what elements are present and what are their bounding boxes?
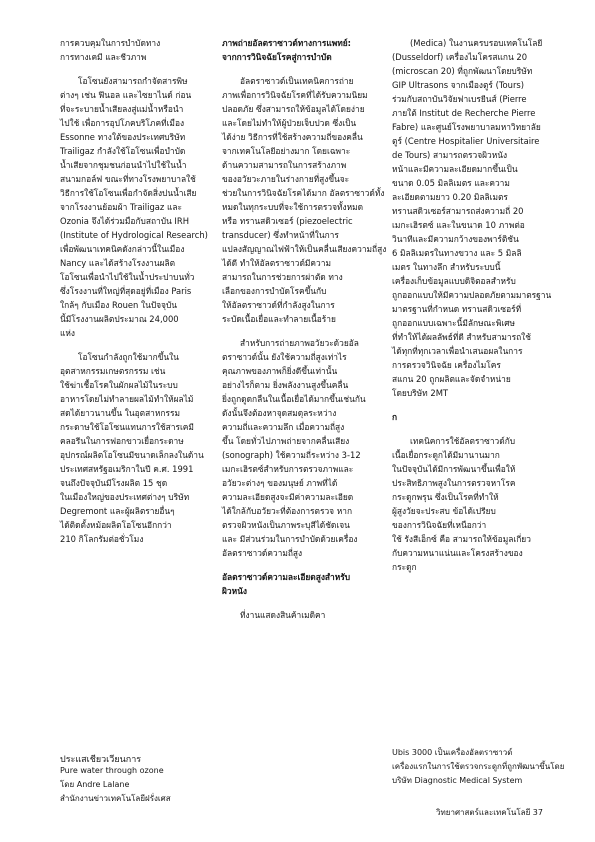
text-line: ในเมืองใหญ่ของประเทศต่างๆ บริษัท xyxy=(60,492,190,502)
section-heading-line: จากการวินิจฉัยโรคสู่การบำบัด xyxy=(222,52,332,62)
text-line: วินาทีและมีความกว้างของพาร์ติชัน xyxy=(392,234,519,244)
credit-line: โดย Andre Lalane xyxy=(60,780,130,789)
text-line: กับความหนาแน่นและโครงสร้างของ xyxy=(392,548,523,558)
paragraph-gap xyxy=(222,560,362,570)
text-line: Ozonia จึงได้ร่วมมือกับสถาบัน IRH xyxy=(60,216,190,226)
text-line: สแกน 20 ถูกผลิตและจัดจำหน่าย xyxy=(392,374,511,384)
text-line: ใช้ รังสีเอ็กซ์ คือ สามารถให้ข้อมูลเกี่ยว xyxy=(392,534,531,544)
text-line: จนถึงปัจจุบันมีโรงผลิต 15 ชุด xyxy=(60,478,168,488)
paragraph-gap xyxy=(222,326,362,336)
text-line: จากโรงงานย้อมผ้า Trailigaz และ xyxy=(60,202,182,212)
section-heading-line: อัลตราซาวด์ความละเอียดสูงสำหรับ xyxy=(222,572,351,582)
paragraph-gap xyxy=(60,340,182,350)
text-line: ด้านความสามารถในการสร้างภาพ xyxy=(222,160,347,170)
text-line: การควบคุมในการบำบัดทาง xyxy=(60,38,161,48)
text-line: ตูร์ (Centre Hospitalier Universitaire xyxy=(392,136,540,146)
text-line: ยิ่งถูกดูดกลืนในเนื้อเยื่อได้มากขึ้นเช่นกัน xyxy=(222,394,366,404)
text-line: ทรานสดิวเซอร์สามารถส่งความถี่ 20 xyxy=(392,206,524,216)
text-line: ให้อัลตราซาวด์ที่กำลังสูงในการ xyxy=(222,300,335,310)
paragraph-gap xyxy=(392,424,540,434)
credit-line: สำนักงานข่าวเทคโนโลยีฝรั่งเศส xyxy=(60,794,171,803)
text-line: จากเทคโนโลยีอย่างมาก โดยเฉพาะ xyxy=(222,146,351,156)
text-line: Essonne ทางใต้ของประเทศบริษัท xyxy=(60,132,186,142)
text-line: แปลงสัญญาณไฟฟ้าให้เป็นคลื่นเสียงความถี่สูง xyxy=(222,244,387,254)
text-line: หมดในทุกระบบที่จะใช้การตรวจทั้งหมด xyxy=(222,202,364,212)
column-left xyxy=(60,36,208,546)
text-line: (Medica) ในงานครบรอบเทคโนโลยี xyxy=(410,38,543,48)
credit-block xyxy=(60,764,200,806)
text-line: ผู้สูงวัยจะประสบ ข้อได้เปรียบ xyxy=(392,506,496,516)
text-line: (microscan 20) ที่ถูกพัฒนาโดยบริษัท xyxy=(392,66,533,76)
text-line: เลือกของการบำบัดโรคขึ้นกับ xyxy=(222,286,327,296)
text-line: ที่งานแสดงสินค้าเมดิคา xyxy=(240,610,326,620)
text-line: ที่จะระบายน้ำเสียลงสู่แม่น้ำหรือนำ xyxy=(60,104,184,114)
text-line: เครื่องเก็บข้อมูลแบบดิจิตอลสำหรับ xyxy=(392,276,516,286)
text-line: (sonograph) ใช้ความถี่ระหว่าง 3-12 xyxy=(222,450,361,460)
page-footer: วิทยาศาสตร์และเทคโนโลยี 37 xyxy=(436,808,543,817)
text-line: ต่างๆ เช่น ฟีนอล และไซยาไนด์ ก่อน xyxy=(60,90,192,100)
text-line: ดังนั้นจึงต้องหาจุดสมดุลระหว่าง xyxy=(222,408,337,418)
text-line: นี้มีโรงงานผลิตประมาณ 24,000 xyxy=(60,314,179,324)
text-line: อุปกรณ์ผลิตโอโซนมีขนาดเล็กลงในด้าน xyxy=(60,450,204,460)
text-line: และ มีส่วนร่วมในการบำบัดด้วยเครื่อง xyxy=(222,534,358,544)
text-line: กระดูก xyxy=(392,562,417,572)
text-line: อุตสาหกรรมเกษตรกรรม เช่น xyxy=(60,366,166,376)
text-line: สดได้ยาวนานขึ้น ในอุตสาหกรรม xyxy=(60,408,180,418)
text-line: 210 กิโลกรัมต่อชั่วโมง xyxy=(60,534,144,544)
text-line: ได้ง่าย วิธีการที่ใช้สร้างความถี่ของคลื่น xyxy=(222,132,363,142)
text-line: เมกะเฮิรตซ์สำหรับการตรวจภาพและ xyxy=(222,464,354,474)
photo-caption xyxy=(392,746,565,788)
text-line: การตรวจวินิจฉัย เครื่องไมโคร xyxy=(392,360,501,370)
text-line: ได้ติดตั้งหม้อผลิตโอโซนอีกกว่า xyxy=(60,520,172,530)
text-line: เมตร ในทางลึก สำหรับระบบนี้ xyxy=(392,262,501,272)
text-line: ได้ดี ทำให้อัลตราซาวด์มีความ xyxy=(222,258,331,268)
text-line: ตราซาวด์นั้น ยังใช้ความถี่สูงเท่าไร xyxy=(222,352,347,362)
text-line: คลอรีนในการฟอกขาวเยื่อกระดาษ xyxy=(60,436,184,446)
text-line: ภาพเพื่อการวินิจฉัยโรคที่ได้รับความนิยม xyxy=(222,90,368,100)
text-line: ใกล้ๆ กับเมือง Rouen ในปัจจุบัน xyxy=(60,300,177,310)
text-line: ตรวจผิวหนังเป็นภาพระบุสีได้ชัดเจน xyxy=(222,520,350,530)
text-line: และโดยไม่ทำให้ผู้ป่วยเจ็บปวด ซึ่งเป็น xyxy=(222,118,357,128)
section-heading-line: ผิวหนัง xyxy=(222,586,247,596)
text-line: สามารถในการช่วยการผ่าตัด ทาง xyxy=(222,272,343,282)
text-line: อย่างไรก็ตาม ยิ่งพลังงานสูงขึ้นคลื่น xyxy=(222,380,349,390)
text-line: 6 มิลลิเมตรในทางขวาง และ 5 มิลลิ xyxy=(392,248,522,258)
text-line: โดยบริษัท 2MT xyxy=(392,388,449,398)
text-line: โอโซนเพื่อนำไปใช้ในน้ำประปาบนทั่ว xyxy=(60,272,195,282)
text-line: สนามกอล์ฟ ขณะที่ทางโรงพยาบาลใช้ xyxy=(60,174,196,184)
text-line: อาหารโดยไม่ทำลายผลไม้ทำให้ผลไม้ xyxy=(60,394,194,404)
text-line: เพื่อพัฒนาเทคนิคดังกล่าวนี้ในเมือง xyxy=(60,244,185,254)
text-line: ไปใช้ เพื่อการอุปโภคบริโภคที่เมือง xyxy=(60,118,185,128)
text-line: หน้าและมีความละเอียดมากขึ้นเป็น xyxy=(392,164,518,174)
paragraph-gap xyxy=(222,64,362,74)
text-line: ระบัดเนื้อเยื่อและทำลายเนื้อร้าย xyxy=(222,314,336,324)
text-line: ความละเอียดสูงจะมีค่าความละเอียด xyxy=(222,492,354,502)
paragraph-gap xyxy=(392,400,540,410)
text-line: คุณภาพของภาพก็ยิ่งดีขึ้นเท่านั้น xyxy=(222,366,338,376)
column-middle xyxy=(222,36,387,622)
text-line: ที่ทำให้ได้ผลลัพธ์ที่ดี สำหรับสามารถใช้ xyxy=(392,332,531,342)
text-line: ขนาด 0.05 มิลลิเมตร และความ xyxy=(392,178,510,188)
text-line: อวัยวะต่างๆ ของมนุษย์ ภาพที่ได้ xyxy=(222,478,338,488)
text-line: วิธีการใช้โอโซนเพื่อกำจัดสิ่งปนน้ำเสีย xyxy=(60,188,197,198)
text-line: หรือ ทรานสดิวเซอร์ (piezoelectric xyxy=(222,216,353,226)
text-line: ภายใต้ Institut de Recherche Pierre xyxy=(392,108,536,118)
text-line: เนื้อเยื่อกระดูกได้มีมานานมาก xyxy=(392,450,500,460)
text-line: แห่ง xyxy=(60,328,76,338)
text-line: ช่วยในการวินิจฉัยโรคได้มาก อัลตราซาวด์ทั้ง xyxy=(222,188,385,198)
caption-line: บริษัท Diagnostic Medical System xyxy=(392,776,523,785)
paragraph-gap xyxy=(222,598,362,608)
caption-line: Ubis 3000 เป็นเครื่องอัลตราซาวด์ xyxy=(392,748,513,757)
text-line: GIP Ultrasons จากเมืองตูร์ (Tours) xyxy=(392,80,525,90)
text-line: (Dusseldorf) เครื่องไมโครสแกน 20 xyxy=(392,52,528,62)
credit-line: Pure water through ozone xyxy=(60,766,164,775)
text-line: ของอวัยวะภายในร่างกายที่สูงขึ้นจะ xyxy=(222,174,350,184)
text-line: มาตรฐานที่กำหนด ทรานสดิวเซอร์ที่ xyxy=(392,304,522,314)
text-line: โอโซนยังสามารถกำจัดสารพิษ xyxy=(78,76,188,86)
text-line: ถูกออกแบบให้มีความปลอดภัยตามมาตรฐาน xyxy=(392,290,552,300)
text-line: ได้ทุกที่ทุกเวลาเพื่อนำเสนอผลในการ xyxy=(392,346,523,356)
text-line: ปลอดภัย ซึ่งสามารถให้ข้อมูลได้โดยง่าย xyxy=(222,104,365,114)
text-line: เทคนิคการใช้อัลตราซาวด์กับ xyxy=(410,436,516,446)
section-heading-line: ภาพถ่ายอัลตราซาวด์ทางการแพทย์: xyxy=(222,38,352,48)
text-line: ขึ้น โดยทั่วไปภาพถ่ายจากคลื่นเสียง xyxy=(222,436,350,446)
text-line: ซึ่งโรงงานที่ใหญ่ที่สุดอยู่ที่เมือง Paris xyxy=(60,286,192,296)
text-line: ในปัจจุบันได้มีการพัฒนาขึ้นเพื่อให้ xyxy=(392,464,516,474)
section-heading-line: ก xyxy=(392,412,398,422)
text-line: transducer) ซึ่งทำหน้าที่ในการ xyxy=(222,230,339,240)
text-line: โอโซนกำลังถูกใช้มากขึ้นใน xyxy=(78,352,179,362)
text-line: ประเทศสหรัฐอเมริกาในปี ค.ศ. 1991 xyxy=(60,464,194,474)
text-line: Nancy และได้สร้างโรงงานผลิต xyxy=(60,258,176,268)
text-line: ความถี่และความลึก เมื่อความถี่สูง xyxy=(222,422,345,432)
text-line: ของการวินิจฉัยที่เหนือกว่า xyxy=(392,520,487,530)
text-line: ใช้ฆ่าเชื้อโรคในผักผลไม้ในระบบ xyxy=(60,380,178,390)
text-line: กระดูกพรุน ซึ่งเป็นโรคที่ทำให้ xyxy=(392,492,499,502)
credit-title-text: ประแสเชียวเวียนการ xyxy=(60,755,142,765)
text-line: (Institute of Hydrological Research) xyxy=(60,230,208,240)
text-line: ได้ใกล้กับอวัยวะที่ต้องการตรวจ หาก xyxy=(222,506,353,516)
text-line: สำหรับการถ่ายภาพอวัยวะด้วยอัล xyxy=(240,338,359,348)
text-line: Degremont และผู้ผลิตรายอื่นๆ xyxy=(60,506,175,516)
column-right xyxy=(392,36,552,574)
text-line: เมกะเฮิรตซ์ และในขนาด 10 ภาพต่อ xyxy=(392,220,525,230)
text-line: de Tours) สามารถตรวจผิวหนัง xyxy=(392,150,508,160)
text-line: การทางเคมี และชีวภาพ xyxy=(60,52,147,62)
text-line: อัลตราซาวด์เป็นเทคนิคการถ่าย xyxy=(240,76,354,86)
paragraph-gap xyxy=(60,64,182,74)
text-line: กระดาษใช้โอโซนแทนการใช้สารเคมี xyxy=(60,422,194,432)
text-line: ร่วมกับสถาบันวิจัยฟาเบรยีนส์ (Pierre xyxy=(392,94,527,104)
text-line: ประสิทธิภาพสูงในการตรวจหาโรค xyxy=(392,478,516,488)
caption-line: เครื่องแรกในการใช้ตรวจกระดูกที่ถูกพัฒนาขึ้นโดย xyxy=(392,762,565,771)
text-line: น้ำเสียจากชุมชนก่อนนำไปใช้ในน้ำ xyxy=(60,160,187,170)
text-line: ละเอียดตามยาว 0.20 มิลลิเมตร xyxy=(392,192,508,202)
text-line: Fabre) และศูนย์โรงพยาบาลมหาวิทยาลัย xyxy=(392,122,541,132)
text-line: ถูกออกแบบเฉพาะนี้มีลักษณะพิเศษ xyxy=(392,318,516,328)
text-line: อัลตราซาวด์ความถี่สูง xyxy=(222,548,303,558)
text-line: Trailigaz กำลังใช้โอโซนเพื่อบำบัด xyxy=(60,146,186,156)
